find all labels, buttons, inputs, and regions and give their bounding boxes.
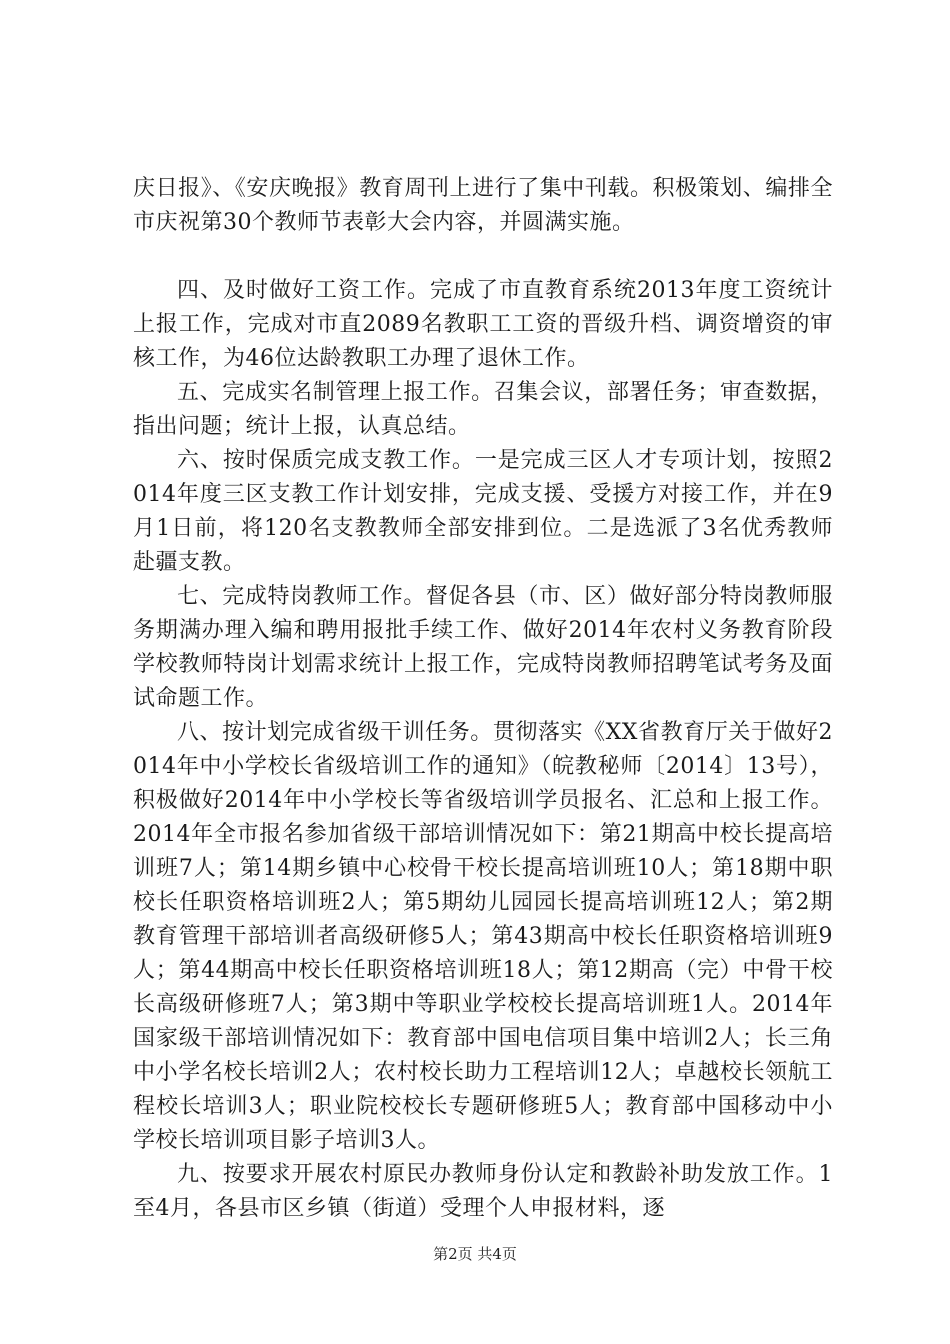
document-body <box>133 172 833 1226</box>
paragraph-special-post-teachers: 七、完成特岗教师工作。督促各县（市、区）做好部分特岗教师服务期满办理入编和聘用报批手续工作、做好2014年农村义务教育阶段学校教师特岗计划需求统计上报工作，完成特岗教师招聘笔试考务及面试命题工作。 <box>133 584 833 711</box>
paragraph-teaching-support: 六、按时保质完成支教工作。一是完成三区人才专项计划，按照2014年度三区支教工作计划安排，完成支援、受援方对接工作，并在9月1日前，将120名支教教师全部安排到位。二是选派了3名优秀教师赴疆支教。 <box>133 448 833 575</box>
paragraph-wages: 四、及时做好工资工作。完成了市直教育系统2013年度工资统计上报工作，完成对市直2089名教职工工资的晋级升档、调资增资的审核工作，为46位达龄教职工办理了退休工作。 <box>133 278 833 371</box>
page-footer: 第2页 共4页 <box>433 1245 517 1263</box>
paragraph-rural-teachers: 九、按要求开展农村原民办教师身份认定和教龄补助发放工作。1至4月，各县市区乡镇（街道）受理个人申报材料，逐 <box>133 1162 833 1221</box>
paragraph-provincial-training: 八、按计划完成省级干训任务。贯彻落实《XX省教育厅关于做好2014年中小学校长省级培训工作的通知》（皖教秘师〔2014〕13号），积极做好2014年中小学校长等省级培训学员报名、汇总和上报工作。2014年全市报名参加省级干部培训情况如下：第21期高中校长提高培训班7人；第14期乡镇中心校骨干校长提高培训班10人；第18期中职校长任职资格培训班2人；第5期幼儿园园长提高培训班12人；第2期教育管理干部培训者高级研修5人；第43期高中校长任职资格培训班9人；第44期高中校长任职资格培训班18人；第12期高（完）中骨干校长高级研修班7人；第3期中等职业学校校长提高培训班1人。2014年国家级干部培训情况如下：教育部中国电信项目集中培训2人；长三角中小学名校长培训2人；农村校长助力工程培训12人；卓越校长领航工程校长培训3人；职业院校校长专题研修班5人；教育部中国移动中小学校长培训项目影子培训3人。 <box>133 720 833 1153</box>
paragraph-continuation: 庆日报》、《安庆晚报》教育周刊上进行了集中刊载。积极策划、编排全市庆祝第30个教师节表彰大会内容，并圆满实施。 <box>133 176 833 235</box>
paragraph-real-name-management: 五、完成实名制管理上报工作。召集会议，部署任务；审查数据，指出问题；统计上报，认真总结。 <box>133 380 833 439</box>
